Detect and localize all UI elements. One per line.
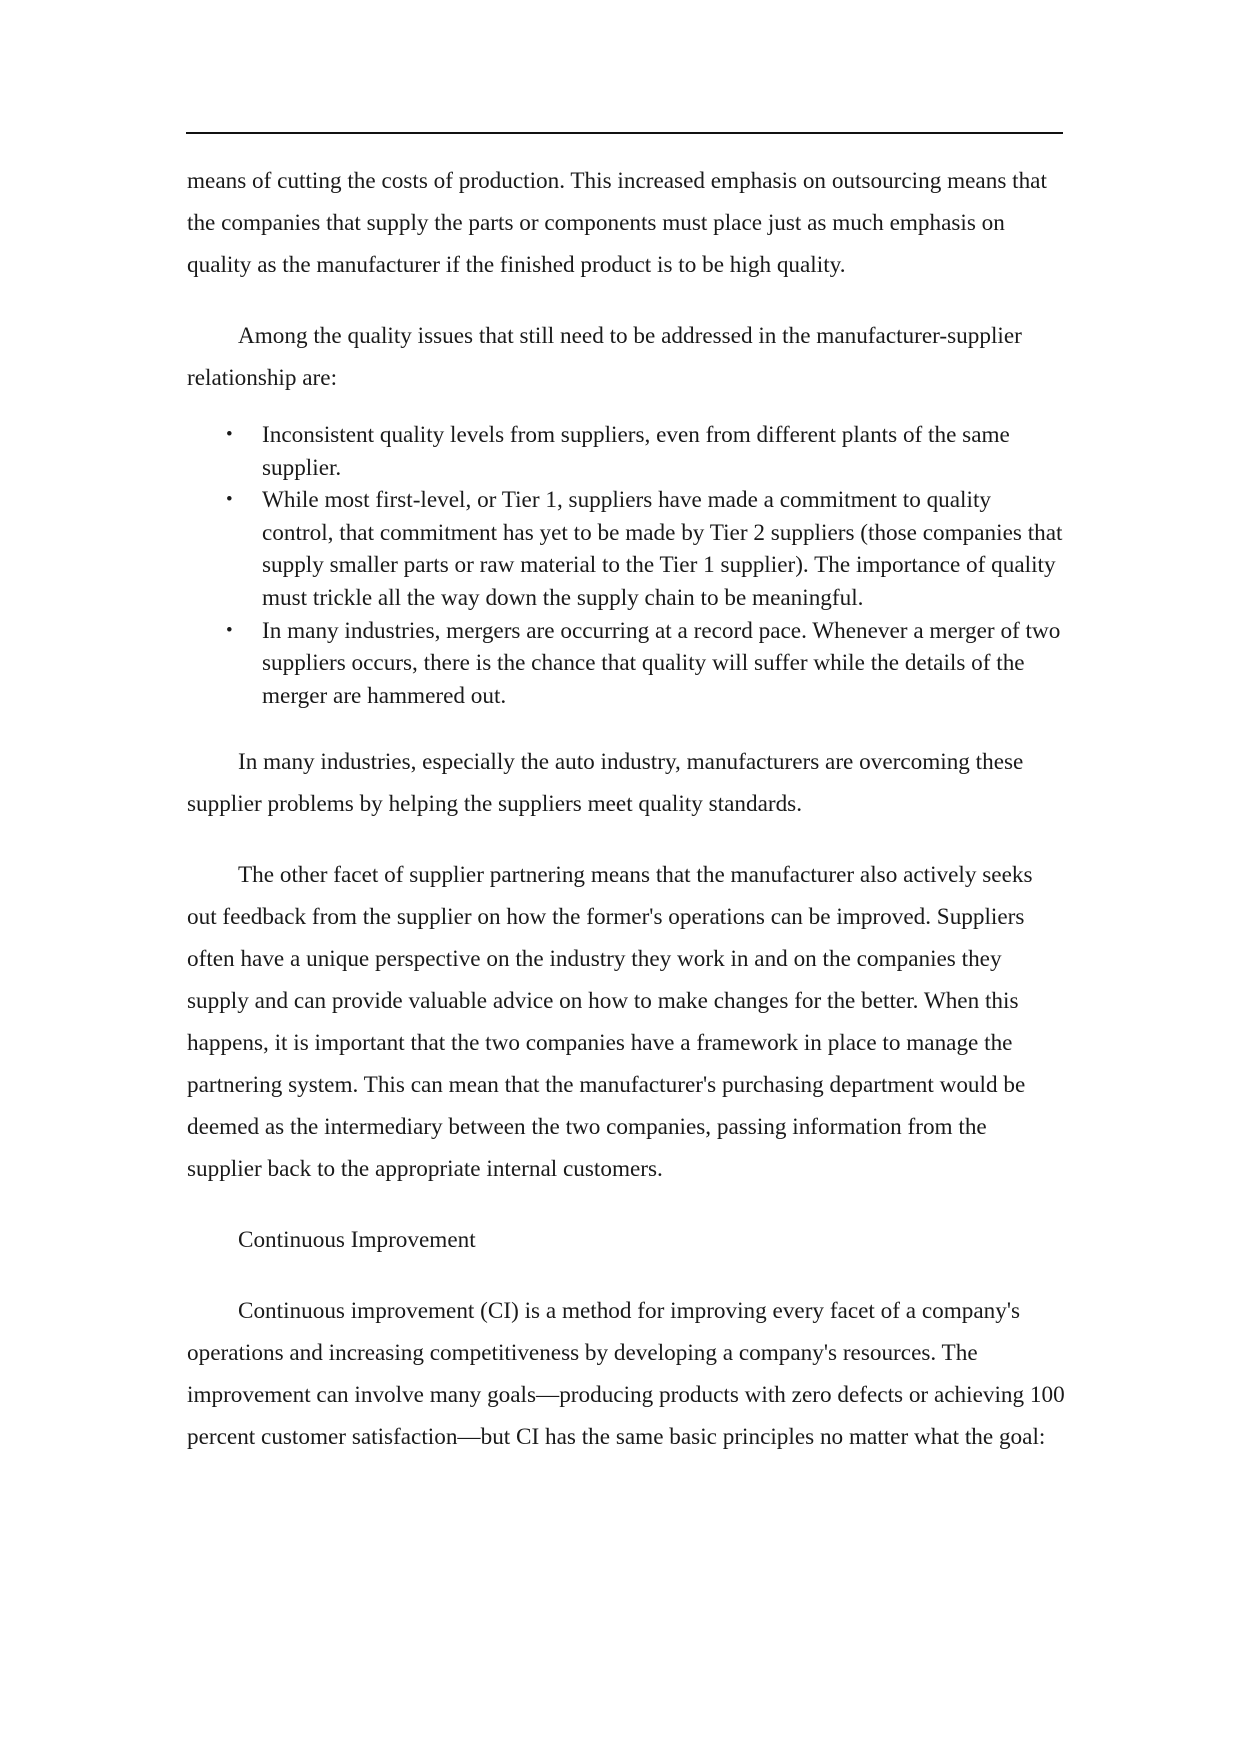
list-item-text: In many industries, mergers are occurring at a record pace. Whenever a merger of two suppliers occurs, there is the chance that quality will suffer while the details of the merger are hammered out. bbox=[262, 617, 1061, 709]
section-heading: Continuous Improvement bbox=[238, 1227, 476, 1254]
bullet-icon: • bbox=[226, 424, 233, 445]
bullet-icon: • bbox=[226, 619, 233, 641]
header-rule bbox=[186, 132, 1063, 134]
list-item bbox=[187, 484, 1065, 614]
list-item bbox=[187, 419, 1065, 484]
paragraph-continuous-improvement: Continuous improvement (CI) is a method for improving every facet of a company's operations and increasing competitiveness by developing a company's resources. The improvement can involve many goals—producing products with zero defects or achieving 100 percent customer satisfaction—but CI has the same basic principles no matter what the goal: bbox=[187, 1298, 1065, 1451]
paragraph-auto-industry: In many industries, especially the auto industry, manufacturers are overcoming these supplier problems by helping the suppliers meet quality standards. bbox=[187, 749, 1024, 818]
list-item-text: Inconsistent quality levels from suppliers, even from different plants of the same supplier. bbox=[262, 422, 1010, 481]
list-item bbox=[187, 615, 1065, 713]
paragraph-quality-issues-intro: Among the quality issues that still need to be addressed in the manufacturer-supplier relationship are: bbox=[187, 323, 1022, 391]
bullet-icon: • bbox=[226, 489, 233, 511]
paragraph-outsourcing: means of cutting the costs of production. This increased emphasis on outsourcing means that the companies that supply the parts or components must place just as much emphasis on quality as the manufacturer if the finished product is to be high quality. bbox=[187, 168, 1047, 278]
list-item-text: While most first-level, or Tier 1, suppliers have made a commitment to quality control, that commitment has yet to be made by Tier 2 suppliers (those companies that supply smaller parts or raw material to the Tier 1 supplier). The importance of quality must trickle all the way down the supply chain to be meaningful. bbox=[262, 487, 1063, 611]
quality-issues-list bbox=[187, 419, 1065, 712]
document-body bbox=[187, 160, 1065, 1458]
paragraph-supplier-partnering: The other facet of supplier partnering means that the manufacturer also actively seeks out feedback from the supplier on how the former's operations can be improved. Suppliers often have a unique perspective on the industry they work in and on the companies they supply and can provide valuable advice on how to make changes for the better. When this happens, it is important that the two companies have a framework in place to manage the partnering system. This can mean that the manufacturer's purchasing department would be deemed as the intermediary between the two companies, passing information from the supplier back to the appropriate internal customers. bbox=[187, 862, 1033, 1183]
